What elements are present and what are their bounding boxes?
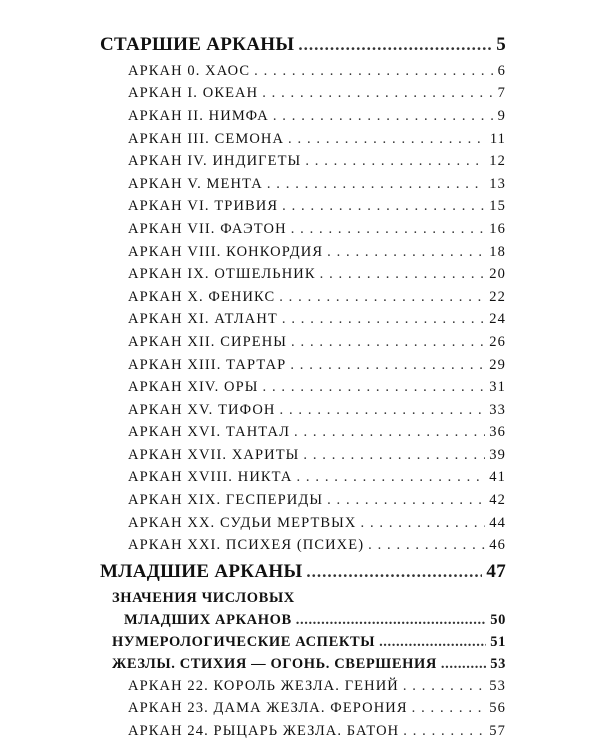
page-number: 15: [489, 198, 506, 215]
dot-leader: [441, 656, 486, 673]
subsection-title-line2: МЛАДШИХ АРКАНОВ: [124, 611, 292, 628]
page-number: 51: [490, 633, 506, 650]
dot-leader: [412, 700, 486, 717]
dot-leader: [291, 334, 485, 351]
dot-leader: [361, 515, 486, 532]
page-number: 44: [489, 514, 506, 531]
entry-title: АРКАН XX. СУДЬИ МЕРТВЫХ: [128, 514, 357, 531]
page-number: 18: [489, 243, 506, 260]
dot-leader: [279, 289, 485, 306]
page-number: 46: [489, 537, 506, 554]
entry-title: АРКАН XIX. ГЕСПЕРИДЫ: [128, 492, 324, 509]
toc-section-major-arcana[interactable]: [0, 30, 600, 60]
page-number: 20: [489, 266, 506, 283]
entry-title: АРКАН IV. ИНДИГЕТЫ: [128, 153, 302, 170]
dot-leader: [262, 85, 493, 102]
toc-entry[interactable]: [0, 196, 600, 219]
toc-subsection-numeric-values-cont[interactable]: [0, 609, 600, 631]
dot-leader: [290, 357, 485, 374]
entry-title: АРКАН 22. КОРОЛЬ ЖЕЗЛА. ГЕНИЙ: [128, 677, 399, 694]
entry-title: АРКАН VI. ТРИВИЯ: [128, 198, 279, 215]
toc-entry[interactable]: [0, 263, 600, 286]
dot-leader: [368, 537, 485, 554]
dot-leader: [282, 198, 485, 215]
entry-title: АРКАН XIII. ТАРТАР: [128, 356, 287, 373]
dot-leader: [294, 424, 485, 441]
dot-leader: [296, 612, 487, 629]
dot-leader: [306, 562, 482, 582]
toc-entry[interactable]: [0, 173, 600, 196]
toc-entry[interactable]: [0, 422, 600, 445]
dot-leader: [320, 266, 486, 283]
toc-entry[interactable]: [0, 150, 600, 173]
entry-title: АРКАН VII. ФАЭТОН: [128, 220, 287, 237]
dot-leader: [298, 35, 492, 55]
page-number: 41: [489, 469, 506, 486]
dot-leader: [291, 221, 486, 238]
entry-title: АРКАН III. СЕМОНА: [128, 130, 285, 147]
toc-entry[interactable]: [0, 286, 600, 309]
entry-title: АРКАН XVIII. НИКТА: [128, 469, 293, 486]
entry-title: АРКАН 23. ДАМА ЖЕЗЛА. ФЕРОНИЯ: [128, 700, 408, 717]
page-number: 16: [489, 220, 506, 237]
dot-leader: [403, 678, 485, 695]
page-number: 29: [489, 356, 506, 373]
page-number: 36: [489, 424, 506, 441]
entry-title: АРКАН XIV. ОРЫ: [128, 379, 259, 396]
dot-leader: [273, 108, 494, 125]
entry-title: АРКАН 24. РЫЦАРЬ ЖЕЗЛА. БАТОН: [128, 723, 400, 740]
page-number: 57: [489, 723, 506, 740]
toc-entry[interactable]: [0, 444, 600, 467]
page-number: 11: [489, 130, 506, 147]
entry-title: АРКАН XV. ТИФОН: [128, 401, 276, 418]
page-number: 22: [489, 288, 506, 305]
dot-leader: [305, 153, 485, 170]
dot-leader: [267, 176, 485, 193]
dot-leader: [254, 63, 494, 80]
toc-entry[interactable]: [0, 105, 600, 128]
entry-title: АРКАН XVI. ТАНТАЛ: [128, 424, 291, 441]
dot-leader: [263, 379, 486, 396]
page-number: 31: [489, 379, 506, 396]
page-number: 42: [489, 492, 506, 509]
entry-title: АРКАН I. ОКЕАН: [128, 85, 259, 102]
toc-entry[interactable]: [0, 512, 600, 535]
entry-title: АРКАН 0. ХАОС: [128, 62, 251, 79]
toc-entry[interactable]: [0, 675, 600, 698]
toc-entry[interactable]: [0, 83, 600, 106]
page-number: 39: [489, 446, 506, 463]
page-number: 12: [489, 153, 506, 170]
dot-leader: [282, 311, 485, 328]
page-number: 6: [497, 62, 506, 79]
section-title: МЛАДШИЕ АРКАНЫ: [100, 561, 303, 583]
entry-title: АРКАН XII. СИРЕНЫ: [128, 333, 288, 350]
entry-title: АРКАН IX. ОТШЕЛЬНИК: [128, 266, 316, 283]
entry-title: АРКАН V. МЕНТА: [128, 175, 263, 192]
entry-title: АРКАН XVII. ХАРИТЫ: [128, 446, 300, 463]
page-number: 24: [489, 311, 506, 328]
entry-title: АРКАН XXI. ПСИХЕЯ (ПСИХЕ): [128, 537, 365, 554]
page-number: 7: [497, 85, 506, 102]
toc-entry[interactable]: [0, 309, 600, 332]
toc-entry[interactable]: [0, 534, 600, 557]
page-number: 5: [496, 34, 506, 55]
toc-entry[interactable]: [0, 354, 600, 377]
page-number: 53: [490, 655, 506, 672]
toc-entry[interactable]: [0, 720, 600, 743]
subsection-title-line1: ЗНАЧЕНИЯ ЧИСЛОВЫХ: [112, 589, 295, 606]
toc-subsection-numeric-values[interactable]: [0, 587, 600, 609]
toc-entry[interactable]: [0, 128, 600, 151]
page-number: 50: [490, 611, 506, 628]
subsection-title: НУМЕРОЛОГИЧЕСКИЕ АСПЕКТЫ: [112, 633, 376, 650]
dot-leader: [303, 447, 485, 464]
toc-subsection-numerology[interactable]: [0, 631, 600, 653]
toc-entry[interactable]: [0, 467, 600, 490]
dot-leader: [296, 469, 485, 486]
toc-entry[interactable]: [0, 60, 600, 83]
dot-leader: [280, 402, 486, 419]
table-of-contents: [0, 30, 600, 743]
toc-section-minor-arcana[interactable]: [0, 557, 600, 587]
toc-entry[interactable]: [0, 241, 600, 264]
dot-leader: [327, 244, 485, 261]
toc-entry[interactable]: [0, 399, 600, 422]
entry-title: АРКАН XI. АТЛАНТ: [128, 311, 278, 328]
toc-entry[interactable]: [0, 376, 600, 399]
toc-subsection-wands[interactable]: [0, 653, 600, 675]
dot-leader: [403, 723, 485, 740]
toc-entry[interactable]: [0, 218, 600, 241]
toc-entry[interactable]: [0, 698, 600, 721]
page-number: 26: [489, 333, 506, 350]
entry-title: АРКАН II. НИМФА: [128, 107, 269, 124]
section-title: СТАРШИЕ АРКАНЫ: [100, 34, 295, 55]
page-number: 9: [497, 107, 506, 124]
entry-title: АРКАН VIII. КОНКОРДИЯ: [128, 243, 324, 260]
page-number: 53: [489, 677, 506, 694]
dot-leader: [288, 131, 486, 148]
page-number: 56: [489, 700, 506, 717]
toc-entry[interactable]: [0, 489, 600, 512]
page-number: 13: [489, 175, 506, 192]
dot-leader: [379, 634, 486, 651]
entry-title: АРКАН X. ФЕНИКС: [128, 288, 276, 305]
toc-entry[interactable]: [0, 331, 600, 354]
page-number: 33: [489, 401, 506, 418]
subsection-title: ЖЕЗЛЫ. СТИХИЯ — ОГОНЬ. СВЕРШЕНИЯ: [112, 655, 437, 672]
dot-leader: [327, 492, 485, 509]
page-number: 47: [486, 561, 506, 583]
